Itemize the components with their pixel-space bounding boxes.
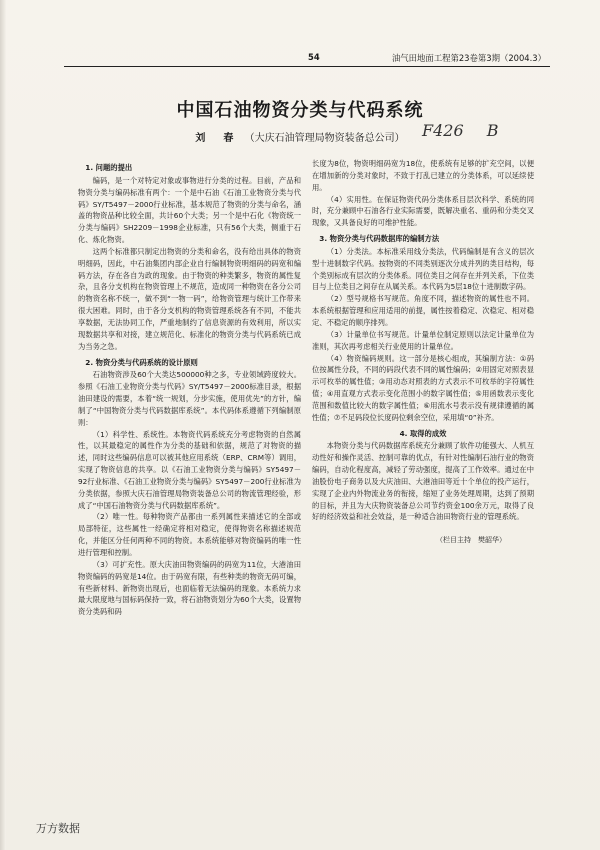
author-line bbox=[0, 129, 600, 144]
right-column bbox=[312, 158, 534, 547]
section-heading: 3. 物资分类与代码数据库的编制方法 bbox=[319, 234, 440, 244]
paragraph: 编码，是一个对特定对象或事物进行分类的过程。目前，产品和物资分类与编码标准有两个：一个是中石油《石油工业物资分类与代码》SY/T5497－2000行业标准，基本规范了物资的分类与命名，涵盖的物资品种比较全面，共计60个大类；另一个是中石化《物资统一分类与编码》SH2209－1998企业标准，只有56个大类，侧重于石化、炼化物资。 bbox=[78, 175, 301, 245]
running-header bbox=[64, 46, 550, 67]
paragraph: 长度为8位，物资明细码宽为18位，使系统有足够的扩充空间，以便在增加新的分类对象时，不致于打乱已建立的分类体系，可以延续使用。 bbox=[312, 159, 534, 192]
paragraph: （4）物资编码规则。这一部分是核心组成，其编制方法：①码位按属性分段，不同的码段代表不同的属性编码；②用固定对照表显示可枚举的属性值；③用动态对照表的方式表示不可枚举的字符属性值；④用直观方式表示变化范围小的数字属性值；⑤用函数表示变化范围和数值比较大的数字属性值；⑥用流水号表示没有规律遵循的属性值；⑦不足码段位长度码位剩余空位，采用填“0”补齐。 bbox=[312, 353, 534, 422]
paragraph: 石油物资涉及60个大类达500000种之多，专业领域跨度较大。参照《石油工业物资分类与代码》SY/T5497－2000标准目录，根据油田建设的需要，本着“统一规划，分步实施，使用优先”的方针，编制了“中国物资分类与代码数据库系统”。本代码体系遵循下列编制原则： bbox=[78, 370, 301, 427]
section-heading: 2. 物资分类与代码系统的设计原则 bbox=[85, 357, 198, 367]
handwritten-letter: B bbox=[486, 121, 499, 140]
column-editor: （栏目主持 樊韶华） bbox=[436, 536, 506, 545]
section-heading: 1. 问题的提出 bbox=[85, 163, 133, 172]
paragraph: （4）实用性。在保证物资代码分类体系目层次科学、系统的同时，充分兼顾中石油各行业实际需要，既解决重名、重码和分类交叉现象，又具备良好的可维护性能。 bbox=[312, 194, 534, 228]
left-column bbox=[78, 158, 301, 618]
paragraph: （2）唯一性。每种物资产品都由一系列属性来描述它的全部或局部特征，这些属性一经确定将相对稳定，使得物资名称描述规范化，并能区分任何两种不同的物资。本系统能够对物资编码的唯一性进行管理和控制。 bbox=[78, 512, 301, 557]
journal-citation: 油气田地面工程第23卷第3期（2004.3） bbox=[391, 53, 546, 63]
handwritten-annotation bbox=[422, 121, 499, 140]
handwritten-code: F426 bbox=[422, 121, 464, 140]
paragraph: （2）型号规格书写规范。角度不同，描述物资的属性也不同。本系统根据管理和应用适用的前提，属性按着稳定、次稳定、相对稳定、不稳定的顺序排列。 bbox=[312, 294, 534, 327]
paragraph: （1）科学性、系统性。本物资代码系统充分考虑物资的自然属性，以其最稳定的属性作为分类的基础和依据，规范了对物资的描述，同时这些编码信息可以被其他应用系统（ERP、CRM等）调用，实现了物资信息的共享。以《石油工业物资分类与编码》SY5497－92行业标准、《石油工业物资分类与编码》SY5497－200行业标准为分类依据，参照大庆石油管理局物资装备总公司的物流管理经验，形成了“中国石油物资分类与代码数据库系统”。 bbox=[78, 429, 301, 510]
paragraph: （3）可扩充性。原大庆油田物资编码的码宽为11位，大港油田物资编码的码宽是14位。由于码宽有限，有些种类的物资无码可编，有些新材料、新物资出现后，也面临着无法编码的现象。本系统力求最大限度地与国标码保持一致，将石油物资划分为60个大类，设置物资分类码和码 bbox=[78, 559, 301, 617]
article-title: 中国石油物资分类与代码系统 bbox=[176, 100, 424, 121]
scan-edge bbox=[0, 0, 6, 850]
page-number: 54 bbox=[308, 52, 320, 62]
footer-watermark: 万方数据 bbox=[36, 822, 80, 835]
paragraph: （1）分类法。本标准采用线分类法，代码编制是有含义的层次型十进制数字代码。按物资的不同类别逐次分成并列的类目结构，每个类别标成有层次的分类体系。同位类目之间存在并列关系，下位类目与上位类目之间存在从属关系。本代码为5层18位十进制数字码。 bbox=[312, 246, 534, 292]
section-heading: 4. 取得的成效 bbox=[399, 428, 447, 438]
author-affiliation: （大庆石油管理局物资装备总公司） bbox=[244, 133, 405, 144]
paragraph: （3）计量单位书写规范。计量单位制定原则以法定计量单位为准则，其次再考虑相关行业使用的计量单位。 bbox=[312, 329, 534, 351]
paragraph: 这两个标准都只制定出物资的分类和命名，没有给出具体的物资明细码，因此，中石油集团内部企业自行编制物资明细码的码宽和编码方法，存在各自为政的现象。由于物资的种类繁多，物资的属性复杂，且各分支机构在物资管理上不规范，造成同一种物资在各分公司的物资名称不统一，做不到“一物一码”，给物资管理与统计工作带来很大困难。同时，由于各分支机构的物资管理系统各有不同，不能共享数据，无法协同工作，严重地制约了信息资源的有效利用，所以实现数据共享和对接，建立规范化、标准化的物资分类与代码系统已成为当务之急。 bbox=[78, 246, 301, 351]
author-name: 刘 春 bbox=[195, 133, 238, 144]
paragraph: 本物资分类与代码数据库系统充分兼顾了软件功能强大、人机互动性好和操作灵活、控制可靠的优点，有针对性编制石油行业的物资编码，自动化程度高，减轻了劳动强度，提高了工作效率。通过在中油股份电子商务以及大庆油田、大港油田等近十个单位的投产运行，实现了企业内外物流业务的衔接，缩短了业务处理周期，达到了预期的目标，并且为大庆物资装备总公司节约资金100余万元，取得了良好的经济效益和社会效益，是一种适合油田物资行业的管理系统。 bbox=[312, 441, 534, 522]
